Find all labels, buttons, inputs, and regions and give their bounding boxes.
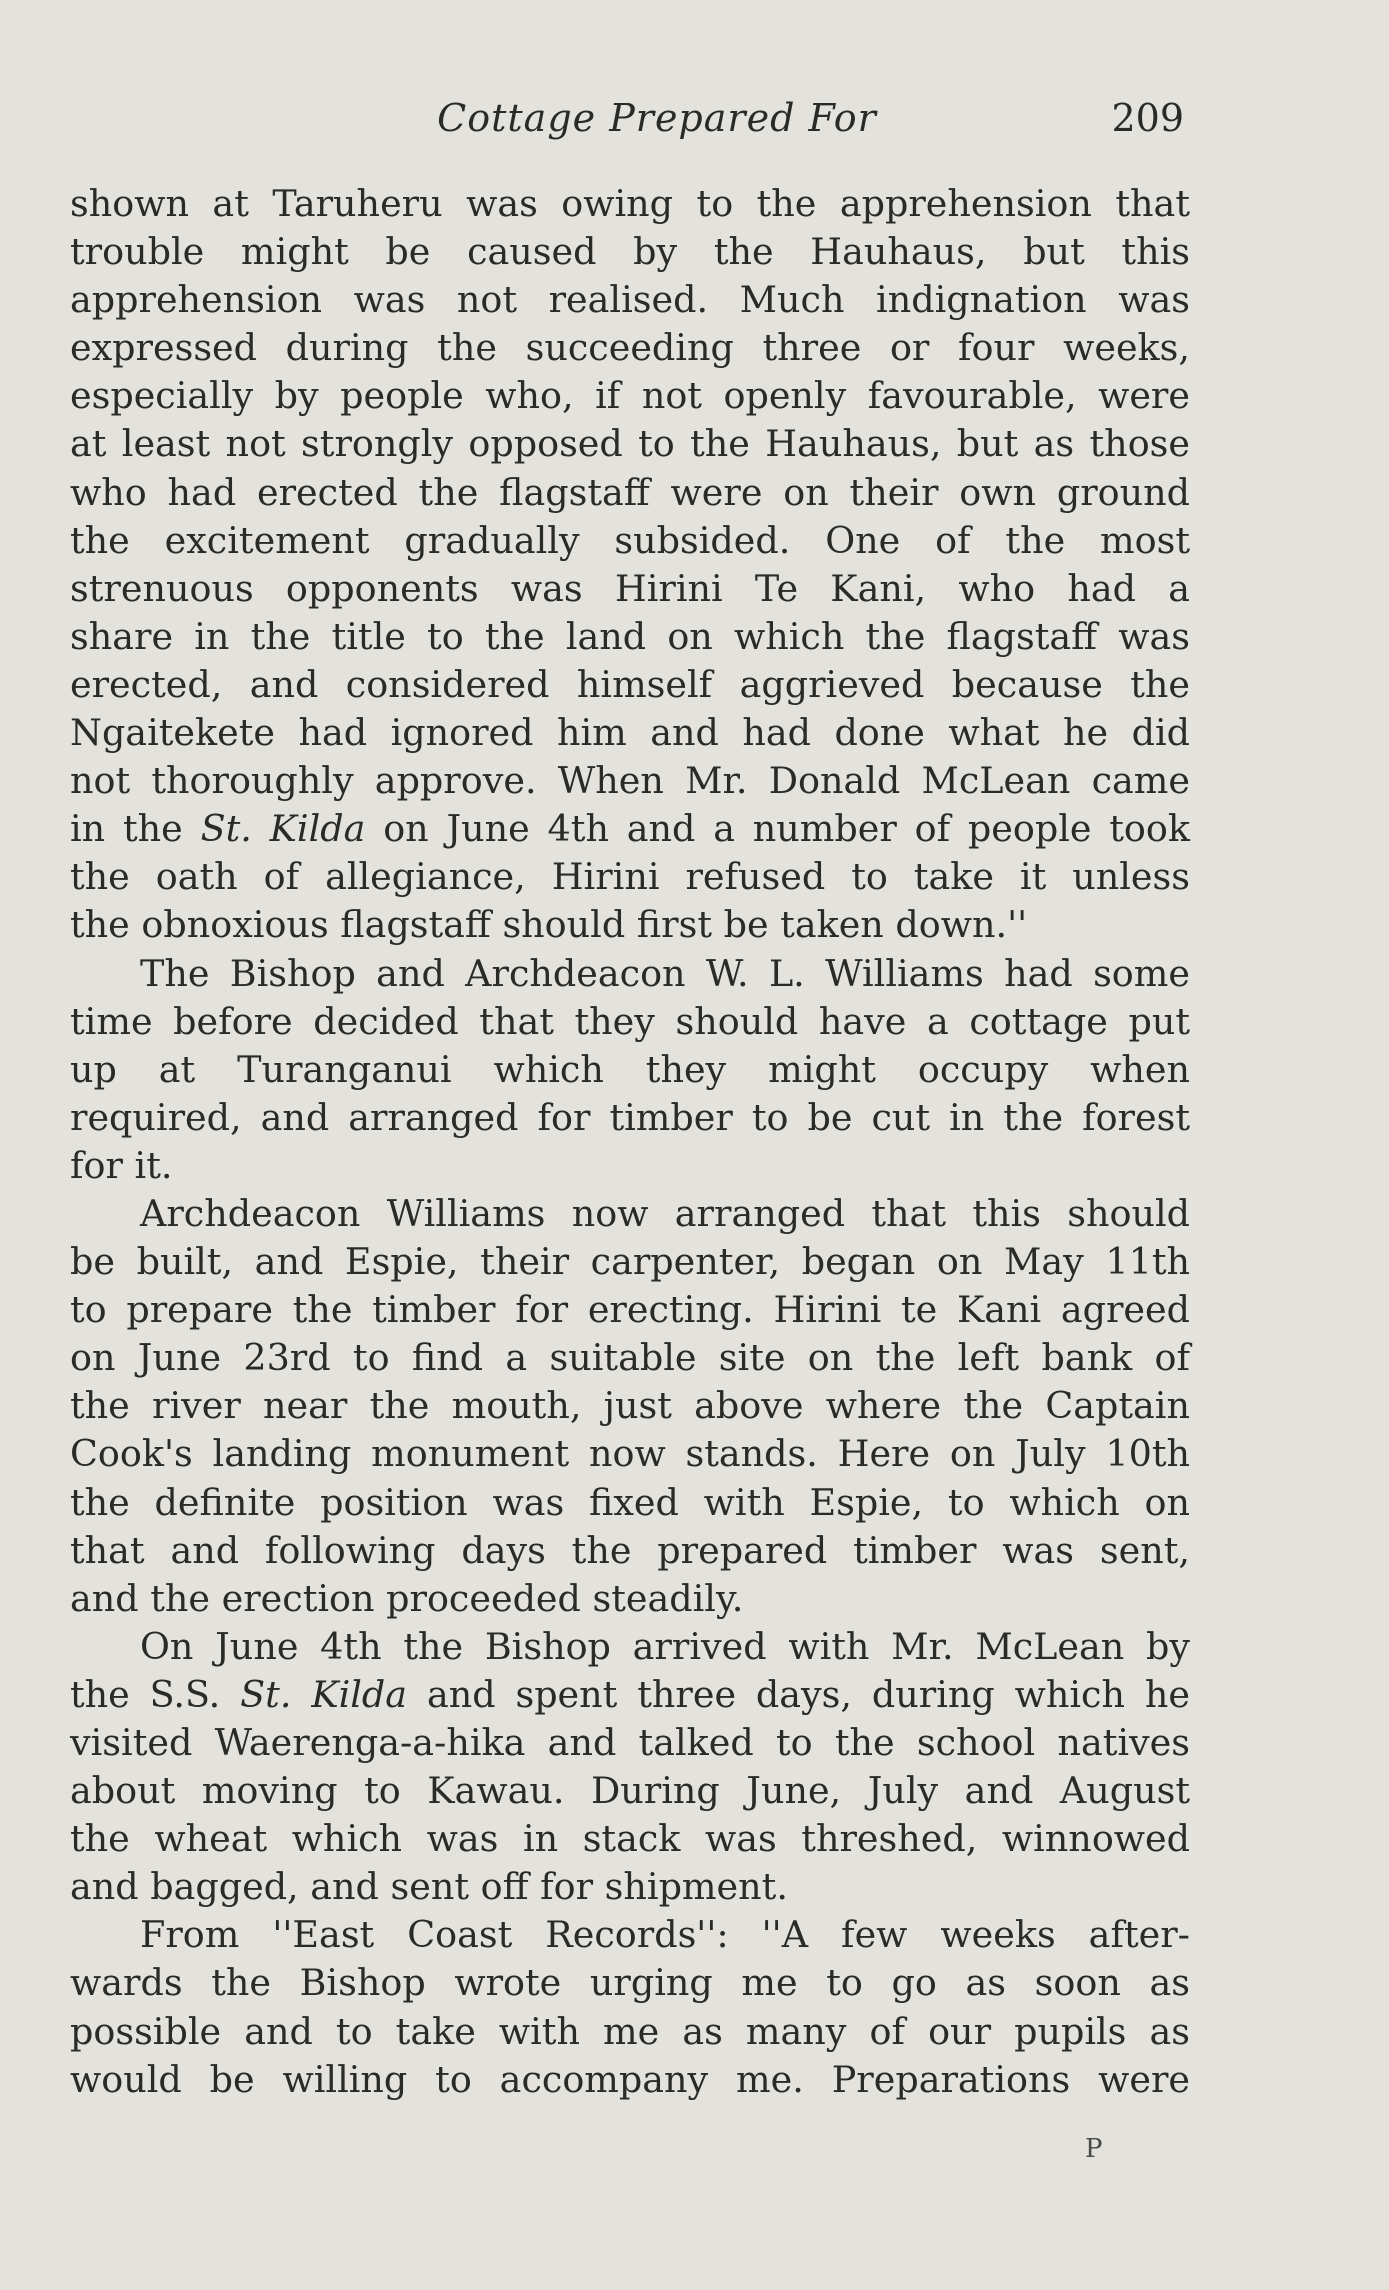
text-line-8: the excitement gradually subsided. One of the most xyxy=(70,518,1190,562)
text-line-17: The Bishop and Archdeacon W. L. Williams had some xyxy=(140,951,1190,995)
text-line-6: at least not strongly opposed to the Hauhaus, but as those xyxy=(70,422,1190,466)
text-line-36: and bagged, and sent off for shipment. xyxy=(70,1865,788,1909)
text-line-3: apprehension was not realised. Much indignation was xyxy=(70,278,1190,322)
text-line-21: for it. xyxy=(70,1143,173,1187)
text-line-35: the wheat which was in stack was threshed, winnowed xyxy=(70,1817,1190,1861)
text-line-28: the definite position was fixed with Espie, to which on xyxy=(70,1480,1190,1524)
text-line-37: From ''East Coast Records'': ''A few weeks after- xyxy=(140,1913,1190,1957)
text-line-29: that and following days the prepared timber was sent, xyxy=(70,1528,1190,1572)
body-text xyxy=(70,180,1190,2104)
text-line-31: On June 4th the Bishop arrived with Mr. McLean by xyxy=(140,1624,1190,1668)
text-line-25: on June 23rd to find a suitable site on the left bank of xyxy=(70,1336,1190,1380)
text-line-20: required, and arranged for timber to be cut in the forest xyxy=(70,1095,1190,1139)
text-line-39: possible and to take with me as many of our pupils as xyxy=(70,2009,1190,2053)
text-line-4: expressed during the succeeding three or four weeks, xyxy=(70,326,1190,370)
text-line-34: about moving to Kawau. During June, July and August xyxy=(70,1769,1190,1813)
text-line-38: wards the Bishop wrote urging me to go as soon as xyxy=(70,1961,1190,2005)
ship-name-italic: St. Kilda xyxy=(240,1672,408,1716)
text-line-32: the S.S. St. Kilda and spent three days, during which he xyxy=(70,1672,1190,1716)
text-line-9: strenuous opponents was Hirini Te Kani, who had a xyxy=(70,566,1190,610)
text-line-33: visited Waerenga-a-hika and talked to the school natives xyxy=(70,1721,1190,1764)
text-line-10: share in the title to the land on which the flagstaff was xyxy=(70,614,1190,658)
text-line-12: Ngaitekete had ignored him and had done what he did xyxy=(70,711,1190,755)
text-line-14: in the St. Kilda on June 4th and a number of people took xyxy=(70,807,1191,851)
text-line-1: shown at Taruheru was owing to the apprehension that xyxy=(70,182,1190,225)
text-line-11: erected, and considered himself aggrieved because the xyxy=(70,662,1190,706)
text-line-2: trouble might be caused by the Hauhaus, but this xyxy=(70,230,1190,274)
text-line-16: the obnoxious flagstaff should first be taken down.'' xyxy=(70,903,1028,947)
text-line-22: Archdeacon Williams now arranged that this should xyxy=(140,1191,1190,1235)
text-line-27: Cook's landing monument now stands. Here on July 10th xyxy=(70,1432,1190,1476)
signature-mark: P xyxy=(1085,2134,1103,2164)
text-line-5: especially by people who, if not openly favourable, were xyxy=(70,374,1190,418)
running-title: Cottage Prepared For xyxy=(437,96,877,140)
text-line-23: be built, and Espie, their carpenter, began on May 11th xyxy=(70,1240,1190,1284)
text-line-40: would be willing to accompany me. Preparations were xyxy=(70,2057,1190,2101)
text-line-24: to prepare the timber for erecting. Hirini te Kani agreed xyxy=(70,1288,1190,1332)
text-line-30: and the erection proceeded steadily. xyxy=(70,1576,744,1620)
text-line-7: who had erected the flagstaff were on their own ground xyxy=(70,470,1190,514)
page-number: 209 xyxy=(1111,96,1184,140)
text-line-19: up at Turanganui which they might occupy when xyxy=(70,1047,1190,1091)
text-line-18: time before decided that they should have a cottage put xyxy=(70,999,1190,1043)
text-line-26: the river near the mouth, just above where the Captain xyxy=(70,1384,1190,1428)
ship-name-italic: St. Kilda xyxy=(200,807,366,851)
text-line-13: not thoroughly approve. When Mr. Donald McLean came xyxy=(70,759,1190,803)
running-head xyxy=(70,96,1184,148)
text-line-15: the oath of allegiance, Hirini refused to take it unless xyxy=(70,855,1190,899)
